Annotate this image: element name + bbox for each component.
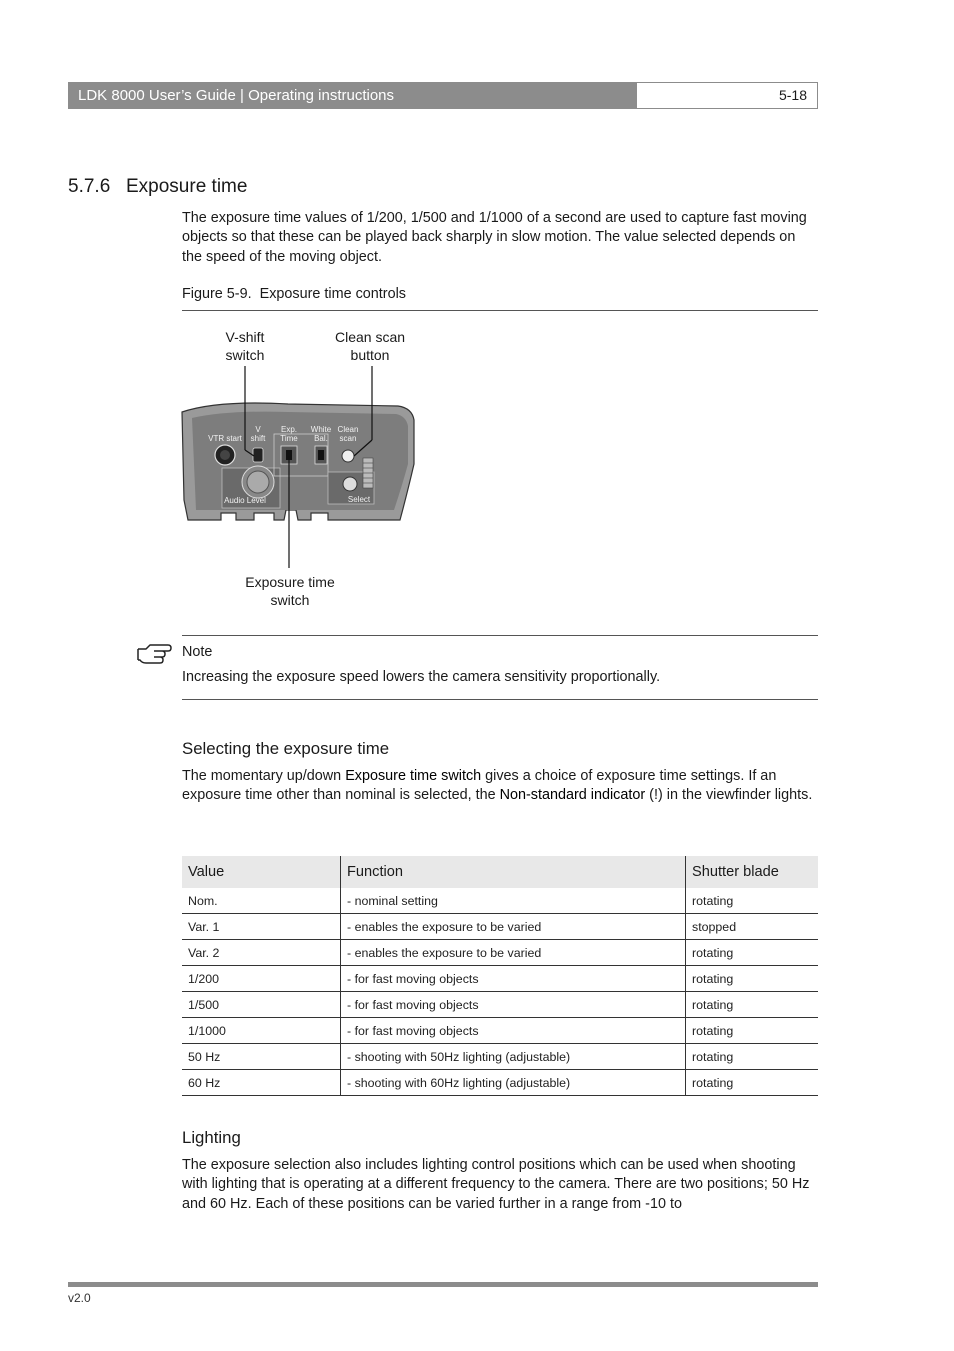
callout-cleanscan-line1: Clean scan [334,329,406,345]
note-title: Note [182,644,213,660]
figure-rule [182,310,818,311]
section-number: 5.7.6 [68,176,111,197]
cell-value: Nom. [182,888,341,914]
cell-function: - nominal setting [341,888,686,914]
table-row [182,914,818,940]
panel-label-vtr-start: VTR start [208,434,242,443]
cell-function: - for fast moving objects [341,992,686,1018]
column-header-shutter-blade: Shutter blade [686,856,819,888]
exposure-time-switch-term: Exposure time switch [345,768,482,784]
selecting-text-3: (!) in the viewfinder lights. [645,787,813,804]
callout-vshift-line2: switch [225,347,265,363]
cell-shutter-blade: rotating [686,940,819,966]
selecting-text-2: gives a choice of exposure time settings. If an exposure time other than nominal is selected, the [182,768,777,804]
cell-shutter-blade: rotating [686,1070,819,1096]
subheading-selecting-exposure: Selecting the exposure time [182,739,390,758]
exposure-values-table [182,856,818,1096]
cell-shutter-blade: stopped [686,914,819,940]
panel-label-clean-scan-1: Clean [337,425,359,434]
panel-label-exp-time-2: Time [280,434,298,443]
cell-function: - shooting with 50Hz lighting (adjustable) [341,1044,686,1070]
section-title: Exposure time [126,176,248,197]
cell-function: - for fast moving objects [341,1018,686,1044]
callout-vshift-line1: V-shift [225,329,265,345]
column-header-function: Function [341,856,686,888]
page-number: 5-18 [636,82,818,109]
section-heading [68,176,247,198]
panel-label-audio-level: Audio Level [224,496,266,505]
callout-cleanscan-line2: button [350,347,390,363]
table-row [182,966,818,992]
table-row [182,1070,818,1096]
cell-shutter-blade: rotating [686,1044,819,1070]
cell-shutter-blade: rotating [686,888,819,914]
cell-value: 1/500 [182,992,341,1018]
cell-shutter-blade: rotating [686,966,819,992]
cell-function: - for fast moving objects [341,966,686,992]
panel-label-v-shift-2: shift [250,434,266,443]
non-standard-indicator-term: Non-standard indicator [499,787,646,804]
selecting-paragraph [182,767,818,806]
lighting-paragraph: The exposure selection also includes lighting control positions which can be used when shooting with lighting that is operating at a different frequency to the camera. There are two positions; 50 Hz and 60 Hz. Each of these positions can be varied further in a range from -10 to [182,1157,810,1212]
cell-value: Var. 1 [182,914,341,940]
figure-caption [182,286,406,302]
intro-paragraph: The exposure time values of 1/200, 1/500 and 1/1000 of a second are used to capture fast moving objects so that these can be played back sharply in slow motion. The value selected depends on the speed of the moving object. [182,210,807,265]
pointing-hand-icon [136,643,172,665]
table-row [182,1018,818,1044]
cell-value: Var. 2 [182,940,341,966]
callout-vshift [205,328,285,364]
figure-caption-text: Exposure time controls [259,286,406,302]
callout-exposure-line2: switch [270,592,310,608]
camera-control-panel-illustration [178,360,418,570]
table-row [182,940,818,966]
panel-label-select: Select [347,495,371,504]
table-row [182,1044,818,1070]
panel-label-white-bal-1: White [310,425,332,434]
note-bottom-rule [182,699,818,700]
callout-exposure-time [230,573,350,609]
panel-label-white-bal-2: Bal. [314,434,328,443]
note-text: Increasing the exposure speed lowers the camera sensitivity proportionally. [182,669,661,685]
running-header-title: LDK 8000 User’s Guide | Operating instructions [68,82,636,109]
subheading-lighting: Lighting [182,1128,241,1147]
callout-exposure-line1: Exposure time [245,574,335,590]
column-header-value: Value [182,856,341,888]
cell-shutter-blade: rotating [686,1018,819,1044]
panel-label-clean-scan-2: scan [339,434,357,443]
table-row [182,888,818,914]
panel-label-exp-time-1: Exp. [280,425,298,434]
cell-function: - enables the exposure to be varied [341,914,686,940]
panel-label-v-shift-1: V [255,425,261,434]
cell-function: - shooting with 60Hz lighting (adjustable) [341,1070,686,1096]
cell-value: 1/1000 [182,1018,341,1044]
footer-rule [68,1282,818,1287]
cell-value: 60 Hz [182,1070,341,1096]
cell-function: - enables the exposure to be varied [341,940,686,966]
callout-clean-scan [320,328,420,364]
table-header-row [182,856,818,888]
table-row [182,992,818,1018]
selecting-text-1: The momentary up/down [182,768,346,784]
cell-value: 50 Hz [182,1044,341,1070]
version-label: v2.0 [68,1291,91,1305]
figure-label: Figure 5-9. [182,286,252,302]
cell-value: 1/200 [182,966,341,992]
cell-shutter-blade: rotating [686,992,819,1018]
note-top-rule [182,635,818,636]
